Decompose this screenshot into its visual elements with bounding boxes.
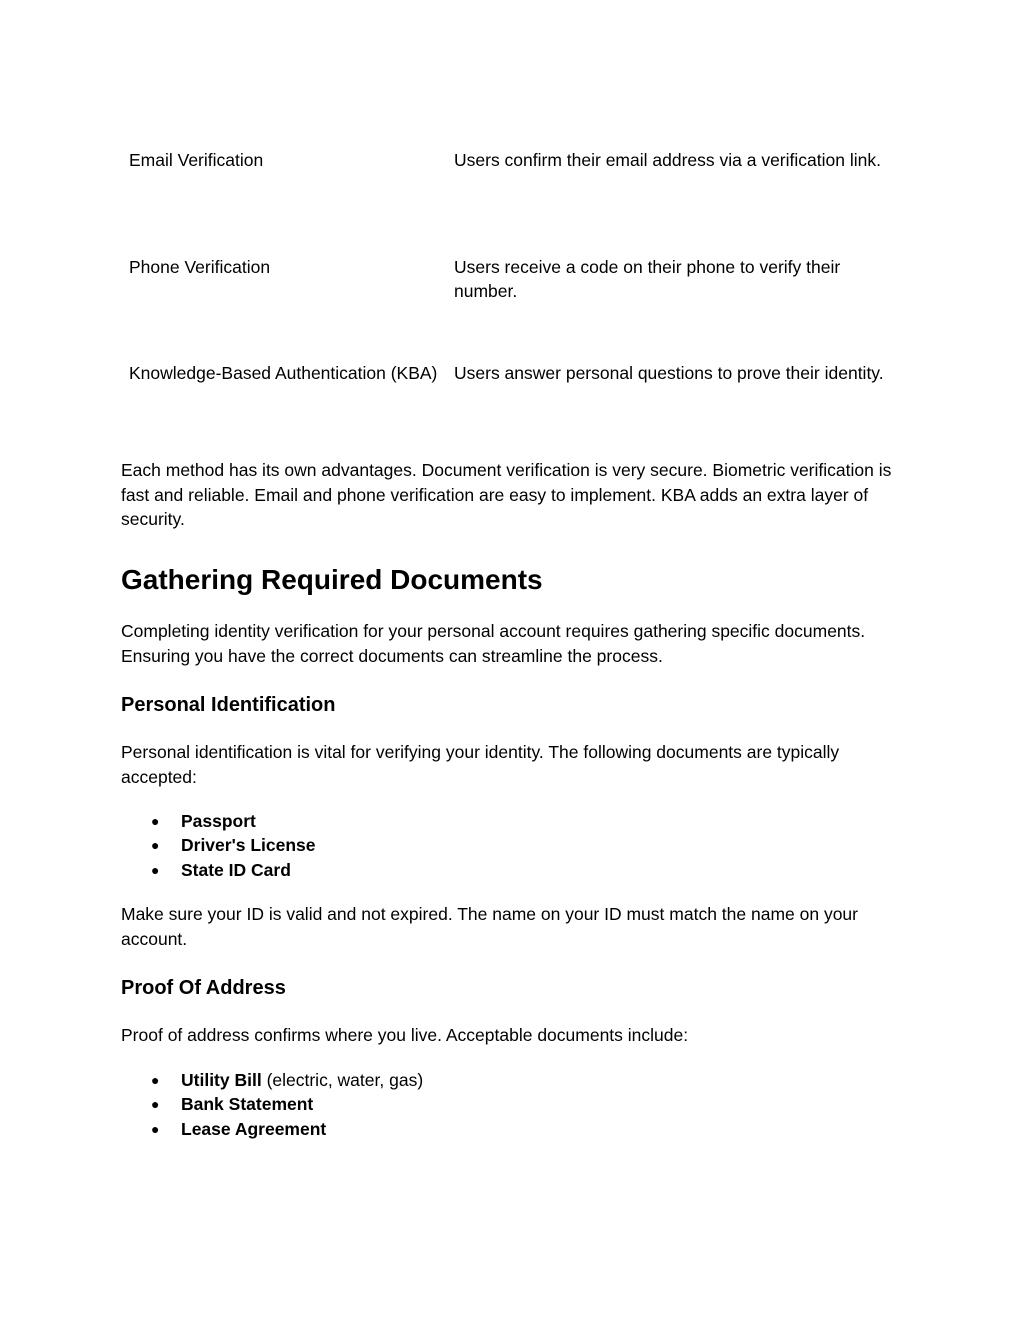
list-item — [121, 1068, 911, 1092]
bullet-icon: ● — [151, 813, 160, 829]
list-item-label: Lease Agreement — [181, 1118, 327, 1139]
method-name: Knowledge-Based Authentication (KBA) — [129, 363, 438, 383]
list-item-label: Driver's License — [181, 835, 316, 856]
table-row — [129, 255, 889, 362]
bullet-icon: ● — [151, 837, 160, 854]
proof-of-address-list — [121, 1068, 911, 1141]
bullet-icon: ● — [151, 1096, 160, 1113]
method-description: Users confirm their email address via a verification link. — [454, 150, 881, 170]
personal-id-list — [121, 809, 911, 882]
proof-of-address-intro: Proof of address confirms where you live. Acceptable documents include: — [121, 1025, 689, 1045]
personal-id-intro: Personal identification is vital for verifying your identity. The following documents are typically accepted: — [121, 742, 840, 787]
method-description: Users receive a code on their phone to verify their number. — [454, 256, 841, 301]
list-item — [121, 833, 911, 857]
bullet-icon: ● — [151, 861, 160, 878]
proof-of-address-heading: Proof Of Address — [121, 977, 286, 999]
list-item — [121, 1092, 911, 1116]
method-name: Phone Verification — [129, 256, 271, 277]
list-item-detail: (electric, water, gas) — [261, 1070, 424, 1090]
bullet-icon: ● — [151, 1120, 160, 1137]
method-name: Email Verification — [129, 150, 264, 170]
list-item — [121, 858, 911, 882]
personal-id-heading: Personal Identification — [121, 694, 336, 716]
personal-id-note: Make sure your ID is valid and not expired. The name on your ID must match the name on your account. — [121, 904, 858, 949]
summary-paragraph: Each method has its own advantages. Document verification is very secure. Biometric verification is fast and reliable. Email and phone verification are easy to implement. KBA adds an extra layer of security. — [121, 460, 892, 529]
table-row — [129, 361, 889, 468]
list-item — [121, 809, 911, 833]
section-title: Gathering Required Documents — [121, 564, 543, 595]
list-item-label: State ID Card — [181, 859, 291, 880]
list-item — [121, 1117, 911, 1141]
list-item-label: Passport — [181, 811, 256, 831]
bullet-icon: ● — [151, 1072, 160, 1088]
list-item-label: Utility Bill — [181, 1070, 262, 1090]
list-item-label: Bank Statement — [181, 1094, 314, 1115]
method-description: Users answer personal questions to prove their identity. — [454, 363, 884, 383]
table-row — [129, 148, 889, 255]
section-intro: Completing identity verification for your personal account requires gathering specific documents. Ensuring you have the correct documents can streamline the process. — [121, 621, 866, 666]
methods-table — [129, 148, 889, 468]
